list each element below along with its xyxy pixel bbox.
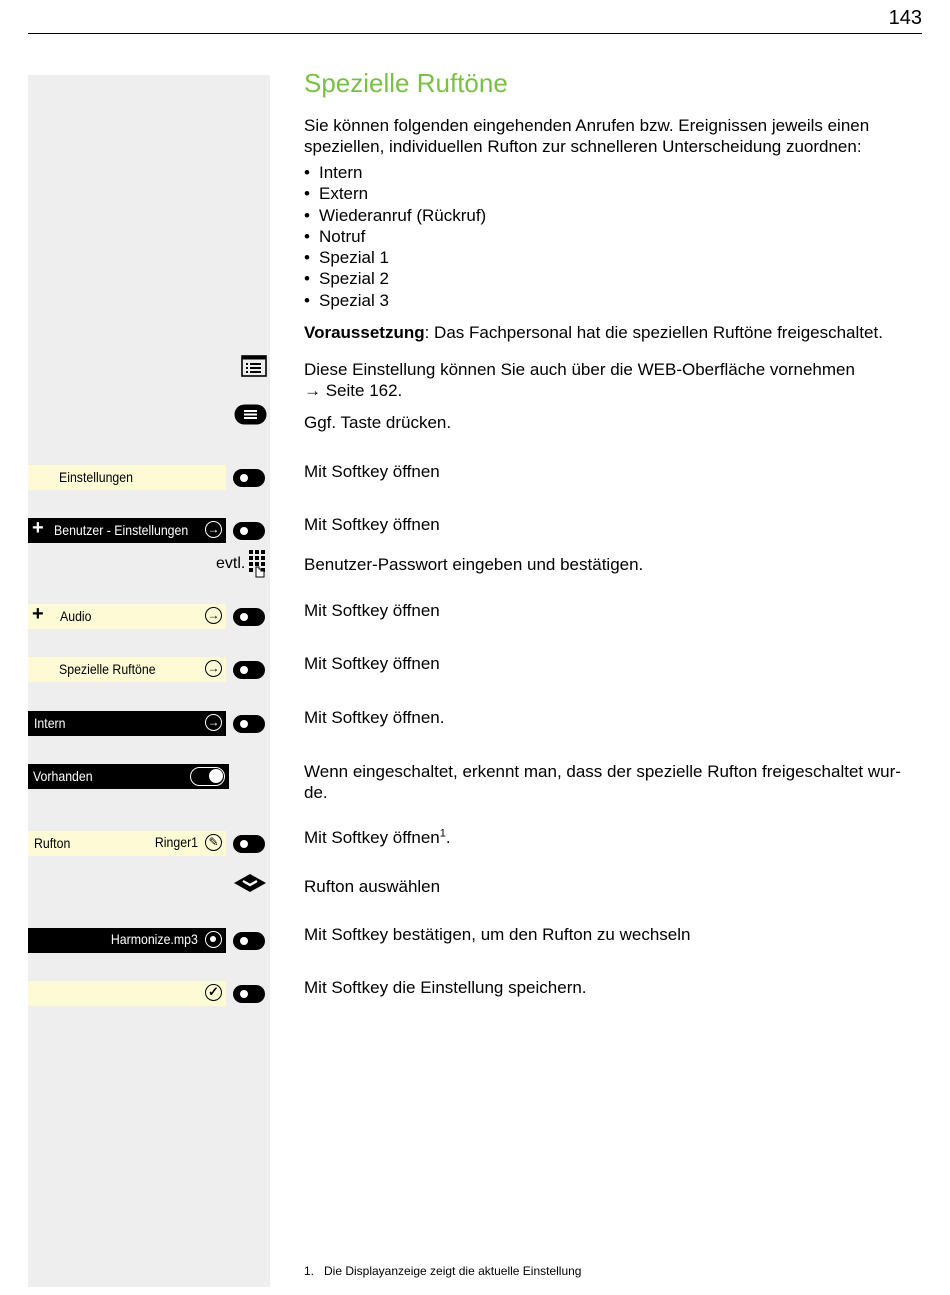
web-note bbox=[304, 359, 924, 401]
toggle-switch[interactable] bbox=[190, 767, 225, 786]
step-press-key: Ggf. Taste drücken. bbox=[304, 413, 452, 432]
plus-icon: + bbox=[32, 517, 44, 539]
footnote-text: Die Displayanzeige zeigt die aktuelle Einstellung bbox=[324, 1264, 582, 1278]
arrow-right-icon: → bbox=[205, 714, 222, 731]
keypad-icon[interactable] bbox=[248, 549, 268, 579]
step-rufton bbox=[304, 827, 924, 848]
menu-key-icon[interactable] bbox=[234, 404, 267, 425]
web-interface-icon bbox=[241, 355, 267, 377]
menu-row-audio[interactable] bbox=[28, 604, 226, 629]
footnote bbox=[304, 1264, 581, 1278]
list-item: • Intern bbox=[304, 162, 486, 183]
list-item: • Notruf bbox=[304, 226, 486, 247]
step-password: Benutzer-Passwort eingeben und bestätigen. bbox=[304, 555, 644, 574]
evtl-label: evtl. bbox=[216, 555, 246, 572]
footnote-ref: 1 bbox=[439, 827, 446, 840]
row-label: Rufton bbox=[34, 835, 71, 851]
softkey-button[interactable] bbox=[233, 715, 265, 733]
navigation-up-down-icon[interactable] bbox=[233, 873, 267, 893]
list-item: • Spezial 3 bbox=[304, 290, 486, 311]
radio-selected-icon bbox=[205, 931, 222, 948]
row-label: Spezielle Ruftöne bbox=[59, 661, 156, 677]
page-title: Spezielle Ruftöne bbox=[304, 68, 508, 98]
page-number: 143 bbox=[888, 7, 922, 29]
edit-pencil-icon: ✎ bbox=[205, 834, 222, 851]
step-spezielle: Mit Softkey öffnen bbox=[304, 654, 440, 673]
bullet-list bbox=[304, 162, 486, 311]
footnote-number: 1. bbox=[304, 1264, 315, 1278]
step-rufton-end: . bbox=[445, 828, 451, 847]
softkey-button[interactable] bbox=[233, 932, 265, 950]
menu-row-harmonize[interactable] bbox=[28, 928, 226, 953]
step-einstellungen: Mit Softkey öffnen bbox=[304, 462, 440, 481]
arrow-right-icon: → bbox=[205, 521, 222, 538]
menu-row-benutzer-einstellungen[interactable] bbox=[28, 518, 226, 543]
softkey-button[interactable] bbox=[233, 608, 265, 626]
prerequisite-text: : Das Fachpersonal hat die speziellen Ruftöne freigeschaltet. bbox=[424, 323, 883, 342]
list-item: • Wiederanruf (Rückruf) bbox=[304, 205, 486, 226]
softkey-button[interactable] bbox=[233, 469, 265, 487]
intro-text: Sie können folgenden eingehenden Anrufen bzw. Ereignissen jeweils einen speziellen, individuellen Rufton zur schnelleren Unterscheidung zuordnen: bbox=[304, 116, 870, 156]
step-audio: Mit Softkey öffnen bbox=[304, 601, 440, 620]
step-vorhanden: Wenn eingeschaltet, erkennt man, dass der spezielle Rufton freigeschaltet wur-de. bbox=[304, 762, 901, 802]
top-rule bbox=[28, 33, 922, 34]
menu-row-vorhanden[interactable] bbox=[28, 764, 229, 789]
checkmark-icon: ✓ bbox=[205, 984, 222, 1001]
row-label: Vorhanden bbox=[33, 768, 93, 784]
row-label: Intern bbox=[34, 715, 66, 731]
softkey-button[interactable] bbox=[233, 661, 265, 679]
web-note-link[interactable]: → Seite 162. bbox=[304, 381, 403, 400]
menu-row-intern[interactable] bbox=[28, 711, 226, 736]
step-select: Rufton auswählen bbox=[304, 877, 441, 896]
menu-row-save[interactable] bbox=[28, 981, 226, 1006]
row-value: Ringer1 bbox=[154, 834, 198, 850]
list-item: • Spezial 1 bbox=[304, 247, 486, 268]
menu-row-spezielle-ruftoene[interactable] bbox=[28, 657, 226, 682]
row-label: Audio bbox=[60, 608, 92, 624]
arrow-right-icon: → bbox=[205, 607, 222, 624]
softkey-button[interactable] bbox=[233, 522, 265, 540]
arrow-right-icon: → bbox=[205, 660, 222, 677]
prerequisite-label: Voraussetzung bbox=[304, 323, 425, 342]
step-benutzer: Mit Softkey öffnen bbox=[304, 515, 440, 534]
row-label: Einstellungen bbox=[59, 469, 133, 485]
step-save: Mit Softkey die Einstellung speichern. bbox=[304, 978, 587, 997]
menu-row-rufton[interactable] bbox=[28, 831, 226, 856]
step-rufton-text: Mit Softkey öffnen bbox=[304, 828, 440, 847]
web-note-line1: Diese Einstellung können Sie auch über die WEB-Oberfläche vornehmen bbox=[304, 360, 855, 379]
menu-row-einstellungen[interactable] bbox=[28, 465, 226, 490]
step-harmonize: Mit Softkey bestätigen, um den Rufton zu wechseln bbox=[304, 925, 691, 944]
softkey-button[interactable] bbox=[233, 985, 265, 1003]
plus-icon: + bbox=[32, 603, 44, 625]
row-value: Harmonize.mp3 bbox=[111, 931, 198, 947]
list-item: • Spezial 2 bbox=[304, 268, 486, 289]
list-item: • Extern bbox=[304, 183, 486, 204]
row-label: Benutzer - Einstellungen bbox=[54, 522, 189, 538]
step-intern: Mit Softkey öffnen. bbox=[304, 708, 445, 727]
softkey-button[interactable] bbox=[233, 835, 265, 853]
prerequisite bbox=[304, 322, 924, 343]
